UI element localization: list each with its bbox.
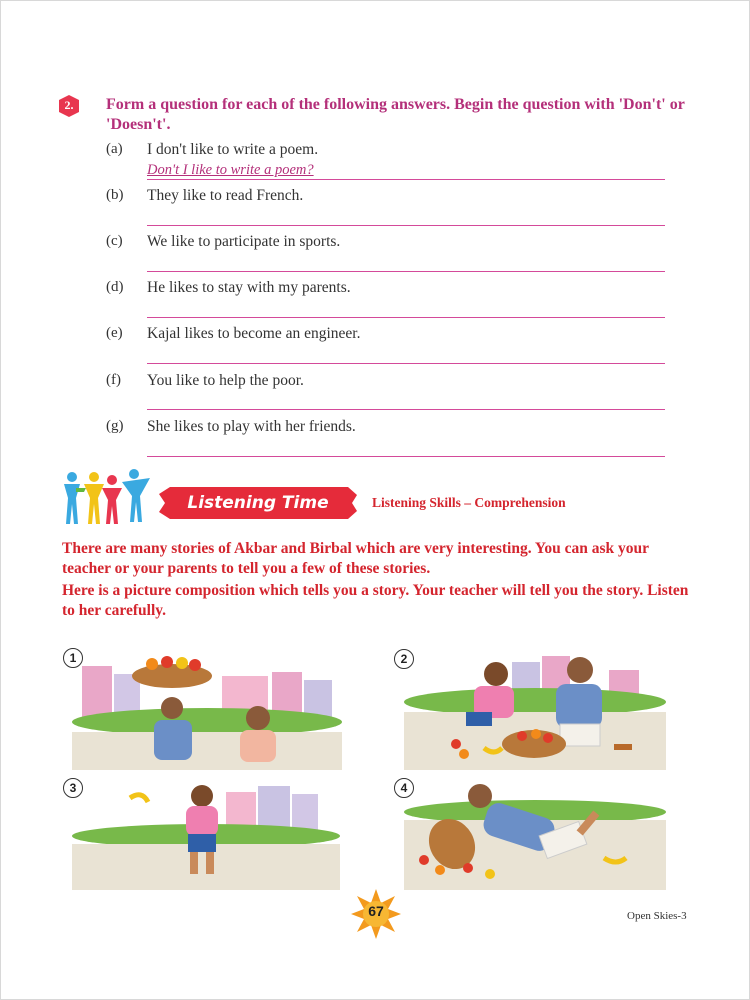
item-label: (g) xyxy=(106,418,124,434)
item-label: (c) xyxy=(106,233,123,249)
answer-row xyxy=(106,187,676,211)
people-group-icon xyxy=(62,468,154,526)
item-text: We like to participate in sports. xyxy=(147,233,341,250)
book-title: Open Skies-3 xyxy=(627,910,687,922)
skills-label: Listening Skills – Comprehension xyxy=(372,495,566,510)
item-label: (e) xyxy=(106,325,123,341)
panel-number: 1 xyxy=(63,648,83,668)
question-instruction: Form a question for each of the following answers. Begin the question with 'Don't' or 'Doesn't'. xyxy=(106,96,685,133)
item-label: (a) xyxy=(106,141,123,157)
answer-row xyxy=(106,418,676,442)
answer-line[interactable] xyxy=(147,456,665,457)
banner-title: Listening Time xyxy=(187,493,329,513)
item-text: Kajal likes to become an engineer. xyxy=(147,325,361,342)
picture-panel-3 xyxy=(69,780,340,890)
item-label: (d) xyxy=(106,279,124,295)
instruction-paragraph: Here is a picture composition which tells you a story. Your teacher will tell you the story. Listen to her carefully. xyxy=(62,582,689,619)
item-text: I don't like to write a poem. xyxy=(147,141,319,158)
intro-paragraph: There are many stories of Akbar and Birbal which are very interesting. You can ask your teacher or your parents to tell you a few of these stories. xyxy=(62,540,649,577)
item-label: (f) xyxy=(106,372,121,388)
answer-row xyxy=(106,325,676,349)
panel-number: 4 xyxy=(394,778,414,798)
item-text: You like to help the poor. xyxy=(147,372,304,389)
answer-line[interactable] xyxy=(147,179,665,180)
answer-row xyxy=(106,233,676,257)
answer-line[interactable] xyxy=(147,225,665,226)
answer-line[interactable] xyxy=(147,363,665,364)
item-text: He likes to stay with my parents. xyxy=(147,279,351,296)
answer-row xyxy=(106,372,676,396)
page-number: 67 xyxy=(368,903,384,919)
item-text: They like to read French. xyxy=(147,187,304,204)
answer-row xyxy=(106,279,676,303)
answer-line[interactable] xyxy=(147,317,665,318)
picture-panel-4 xyxy=(400,780,666,890)
panel-number: 2 xyxy=(394,649,414,669)
example-answer: Don't I like to write a poem? xyxy=(147,162,314,178)
item-text: She likes to play with her friends. xyxy=(147,418,356,435)
picture-panel-2 xyxy=(400,652,666,770)
question-number: 2. xyxy=(64,98,74,112)
picture-panel-1 xyxy=(69,651,342,770)
answer-line[interactable] xyxy=(147,409,665,410)
panel-number: 3 xyxy=(63,778,83,798)
answer-line[interactable] xyxy=(147,271,665,272)
item-label: (b) xyxy=(106,187,124,203)
